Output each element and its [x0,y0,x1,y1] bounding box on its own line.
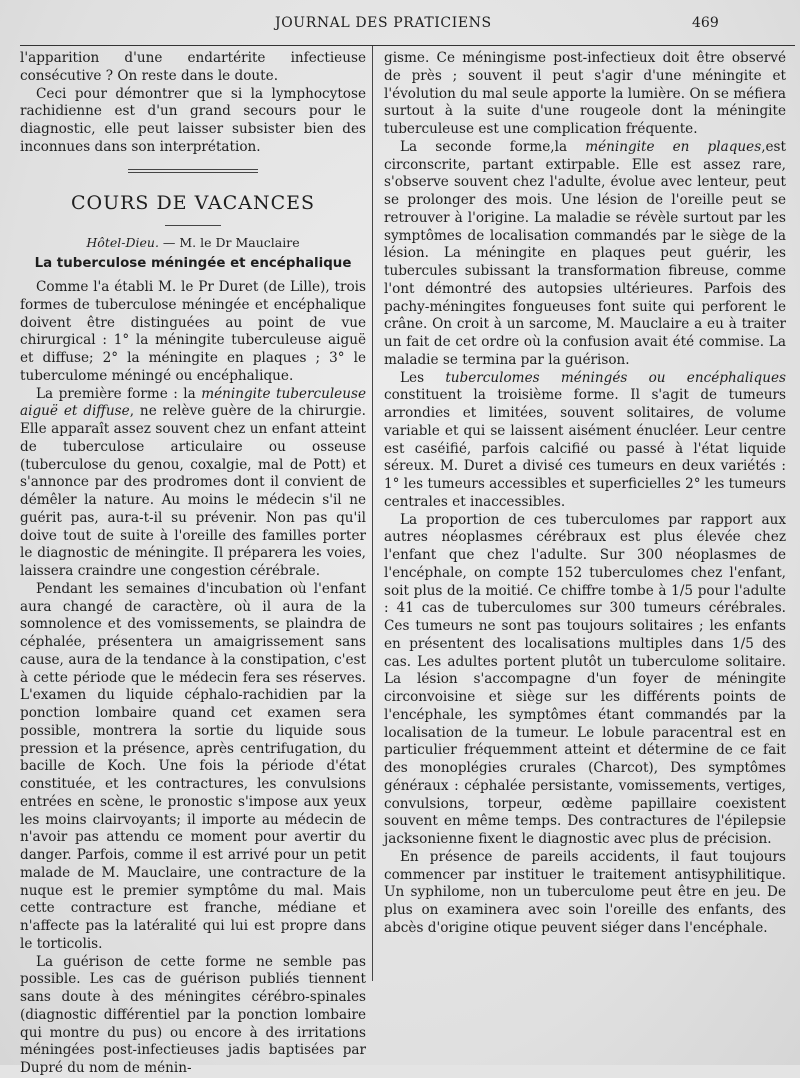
paragraph-meningism: gisme. Ce méningisme post-infectieux doit être observé de près ; souvent il peut s'agir d'une méningite et l'évolution du mal seule apporte la lumière. On se méfiera surtout à la suite d'une rougeole dont la méningite tuberculeuse est une complication fréquente. [384,50,786,137]
column-divider [372,46,373,981]
intro-paragraph-2: Ceci pour démontrer que si la lymphocytose rachidienne est d'un grand secours pour le diagnostic, elle peut laisser subsister bien des inconnues dans son interprétation. [20,85,366,155]
text-run: La première forme : la [36,385,202,402]
paragraph-treatment: En présence de pareils accidents, il faut toujours commencer par instituer le traitement antisyphilitique. Un syphilome, non un tuberculome peut être en jeu. De plus on examinera avec soin l'oreille des enfants, des abcès d'origine otique peuvent siéger dans l'encéphale. [384,848,786,936]
byline [20,234,366,252]
text-run: , ne relève guère de la chirurgie. Elle apparaît assez souvent chez un enfant atteint de tuberculose articulaire ou osseuse (tuberculose du genou, coxalgie, mal de Pott) et s'annonce par des prodromes dont il convient de démêler la nature. Au moins le médecin s'il ne guérit pas, aura-t-il su prévenir. Non pas qu'il doive tout de suite à l'oreille des familles porter le diagnostic de méningite. Il préparera les voies, laissera craindre une congestion cérébrale. [20,403,366,579]
section-separator [128,169,258,173]
paragraph-healing: La guérison de cette forme ne semble pas possible. Les cas de guérison publiés tiennent sans doute à des méningites cérébro-spinales (diagnostic différentiel par la ponction lombaire qui montre du pus) ou encore à des irritations méningées post-infectieuses jadis baptisées par Dupré du nom de ménin- [20,953,366,1076]
text-run: constituent la troisième forme. Il s'agit de tumeurs arrondies et limitées, souvent solitaires, de volume variable et qui se laissent aisément énucléer. Leur centre est caséifié, parfois calcifié ou passé à l'état liquide séreux. M. Duret a divisé ces tumeurs en deux variétés : 1° les tumeurs accessibles et superficielles 2° les tumeurs centrales et inaccessibles. [384,387,786,510]
byline-author: — M. le Dr Mauclaire [162,234,300,250]
text-run: ,est circonscrite, partant extirpable. Elle est assez rare, s'observe souvent chez l'adulte, évolue avec lenteur, peut se prolonger des mois. Une lésion de l'oreille peut se retrouver à l'origine. La maladie se révèle surtout par les symptômes de localisation commandés par le siège de la lésion. La méningite en plaques peut guérir, les tubercules subissant la transformation fibreuse, comme l'ont démontré des autopsies ultérieures. Parfois des pachy-méningites fongueuses font suite qui perforent le crâne. On croit à un sarcome, M. Mauclaire a eu à traiter un fait de cet ordre où la confusion avait été commise. La maladie se termina par la guérison. [384,138,786,368]
page-number: 469 [692,15,719,31]
page-header [0,12,800,38]
text-run: Les [400,369,446,386]
paragraph-incubation: Pendant les semaines d'incubation où l'enfant aura changé de caractère, où il aura de la somnolence et des vomissements, se plaindra de céphalée, présentera un amaigrissement sans cause, aura de la tendance à la constipation, c'est à cette période que le médecin fera ses réserves. L'examen du liquide céphalo-rachidien par la ponction lombaire quand cet examen sera possible, montrera la sortie du liquide sous pression et la présence, après centrifugation, du bacille de Koch. Une fois la période d'état constituée, et les contractures, les convulsions entrées en scène, le pronostic s'impose aux yeux les moins clairvoyants; il importe au médecin de n'avoir pas attendu ce moment pour avertir du danger. Parfois, comme il est arrivé pour un petit malade de M. Mauclaire, une contracture de la nuque est le premier symptôme du mal. Mais cette contracture est franche, médiane et n'affecte pas la latéralité qui lui est propre dans le torticolis. [20,580,366,952]
intro-paragraph-1: l'apparition d'une endartérite infectieuse consécutive ? On reste dans le doute. [20,50,366,84]
left-column [20,50,366,1078]
paragraph-first-form [20,386,366,581]
emphasis-text: méningite en plaques [585,138,762,155]
emphasis-text: méningite tuberculeuse aiguë et diffuse [20,385,366,420]
paragraph-third-form [384,370,786,512]
section-title: COURS DE VACANCES [70,191,316,214]
paragraph-proportion: La proportion de ces tuberculomes par rapport aux autres néoplasmes cérébraux est plus élevée chez l'enfant que chez l'adulte. Sur 300 néoplasmes de l'encéphale, on compte 152 tuberculomes chez l'enfant, soit plus de la moitié. Ce chiffre tombe à 1/5 pour l'adulte : 41 cas de tuberculomes sur 300 tumeurs cérébrales. Ces tumeurs ne sont pas toujours solitaires ; les enfants en présentent des localisations multiples dans 1/5 des cas. Les adultes portent plutôt un tuberculome solitaire. La lésion s'accompagne d'un foyer de méningite circonvoisine et siège sur les différents points de l'encéphale, les symptômes étant commandés par la localisation de la tumeur. Le lobule paracentral est en particulier fréquemment atteint et détermine de ce fait des monoplégies crurales (Charcot), Des symptômes généraux : céphalée persistante, vomissements, vertiges, convulsions, torpeur, œdème papillaire coexistent souvent en même temps. Des contractures de l'épilepsie jacksonienne fixent le diagnostic avec plus de précision. [384,511,786,847]
running-title: JOURNAL DES PRATICIENS [275,15,492,31]
paragraph-second-form [384,139,786,370]
right-column [384,50,786,938]
text-run: La seconde forme,la [400,138,586,155]
short-rule [165,225,221,226]
emphasis-text: tuberculomes méningés ou encéphaliques [445,369,786,386]
byline-place: Hôtel-Dieu. [86,234,159,250]
paragraph-forms: Comme l'a établi M. le Pr Duret (de Lille), trois formes de tuberculose méningée et encéphalique doivent être distinguées au point de vue chirurgical : 1° la méningite tuberculeuse aiguë et diffuse; 2° la méningite en plaques ; 3° le tuberculome méningé ou encéphalique. [20,279,366,384]
header-rule [20,45,795,46]
article-title: La tuberculose méningée et encéphalique [34,256,352,272]
